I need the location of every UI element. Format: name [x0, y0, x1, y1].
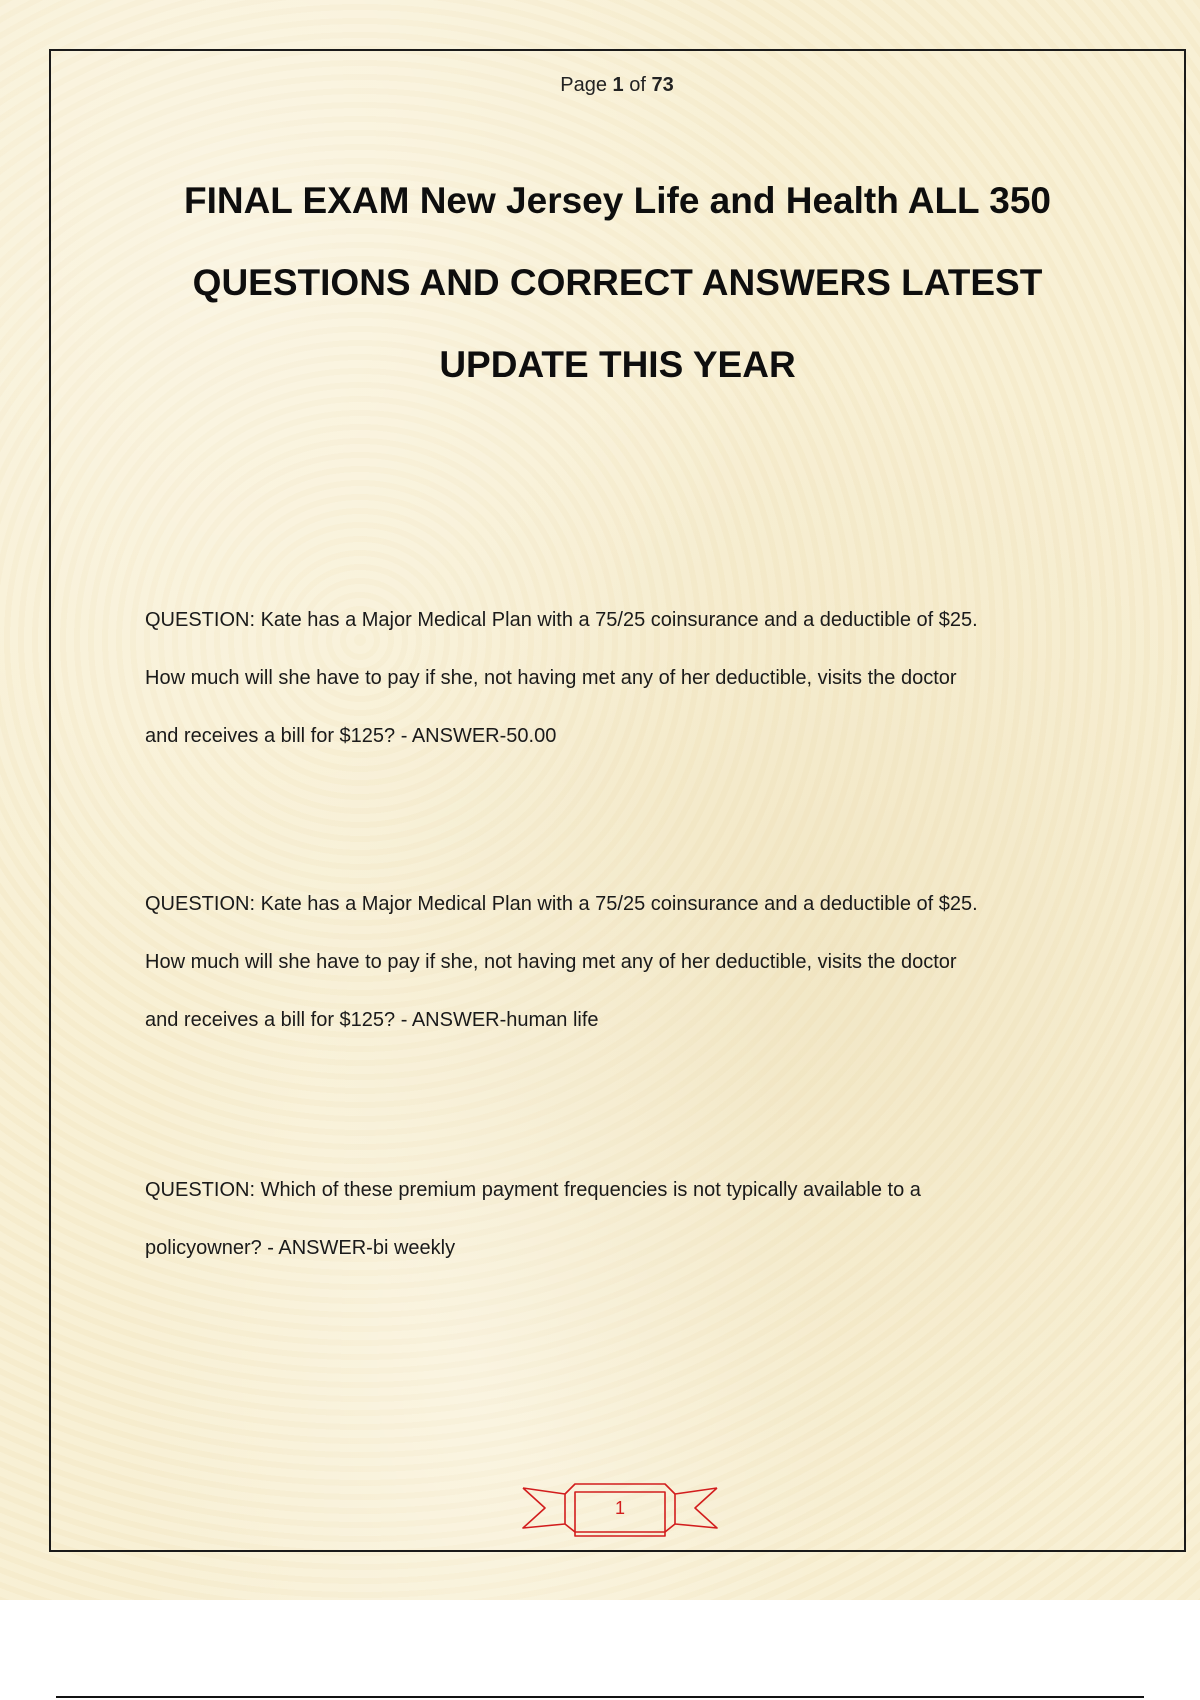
qa-line: How much will she have to pay if she, not having met any of her deductible, visits the doctor: [145, 951, 957, 973]
page-current: 1: [612, 74, 624, 96]
page-number-ribbon: [515, 1480, 725, 1542]
qa-line: How much will she have to pay if she, not having met any of her deductible, visits the doctor: [145, 667, 957, 689]
qa-line: QUESTION: Which of these premium payment frequencies is not typically available to a: [145, 1179, 921, 1201]
footer-divider: [56, 1696, 1144, 1698]
title-line-3: UPDATE THIS YEAR: [439, 344, 796, 385]
qa-line: QUESTION: Kate has a Major Medical Plan with a 75/25 coinsurance and a deductible of $25.: [145, 609, 978, 631]
qa-line: QUESTION: Kate has a Major Medical Plan with a 75/25 coinsurance and a deductible of $25.: [145, 893, 978, 915]
qa-item: [145, 1161, 1075, 1277]
qa-line: and receives a bill for $125? - ANSWER-human life: [145, 1009, 599, 1031]
document-title: [130, 160, 1105, 406]
page-total: 73: [651, 74, 674, 96]
qa-line: and receives a bill for $125? - ANSWER-50.00: [145, 725, 557, 747]
qa-item: [145, 875, 1075, 1049]
title-line-2: QUESTIONS AND CORRECT ANSWERS LATEST: [192, 262, 1043, 303]
title-line-1: FINAL EXAM New Jersey Life and Health ALL 350: [183, 180, 1051, 221]
page-of: of: [629, 74, 646, 96]
page-label: Page: [560, 74, 607, 96]
qa-line: policyowner? - ANSWER-bi weekly: [145, 1237, 456, 1259]
page-header: [0, 74, 1200, 97]
footer-page-number: 1: [614, 1498, 625, 1518]
qa-item: [145, 591, 1075, 765]
